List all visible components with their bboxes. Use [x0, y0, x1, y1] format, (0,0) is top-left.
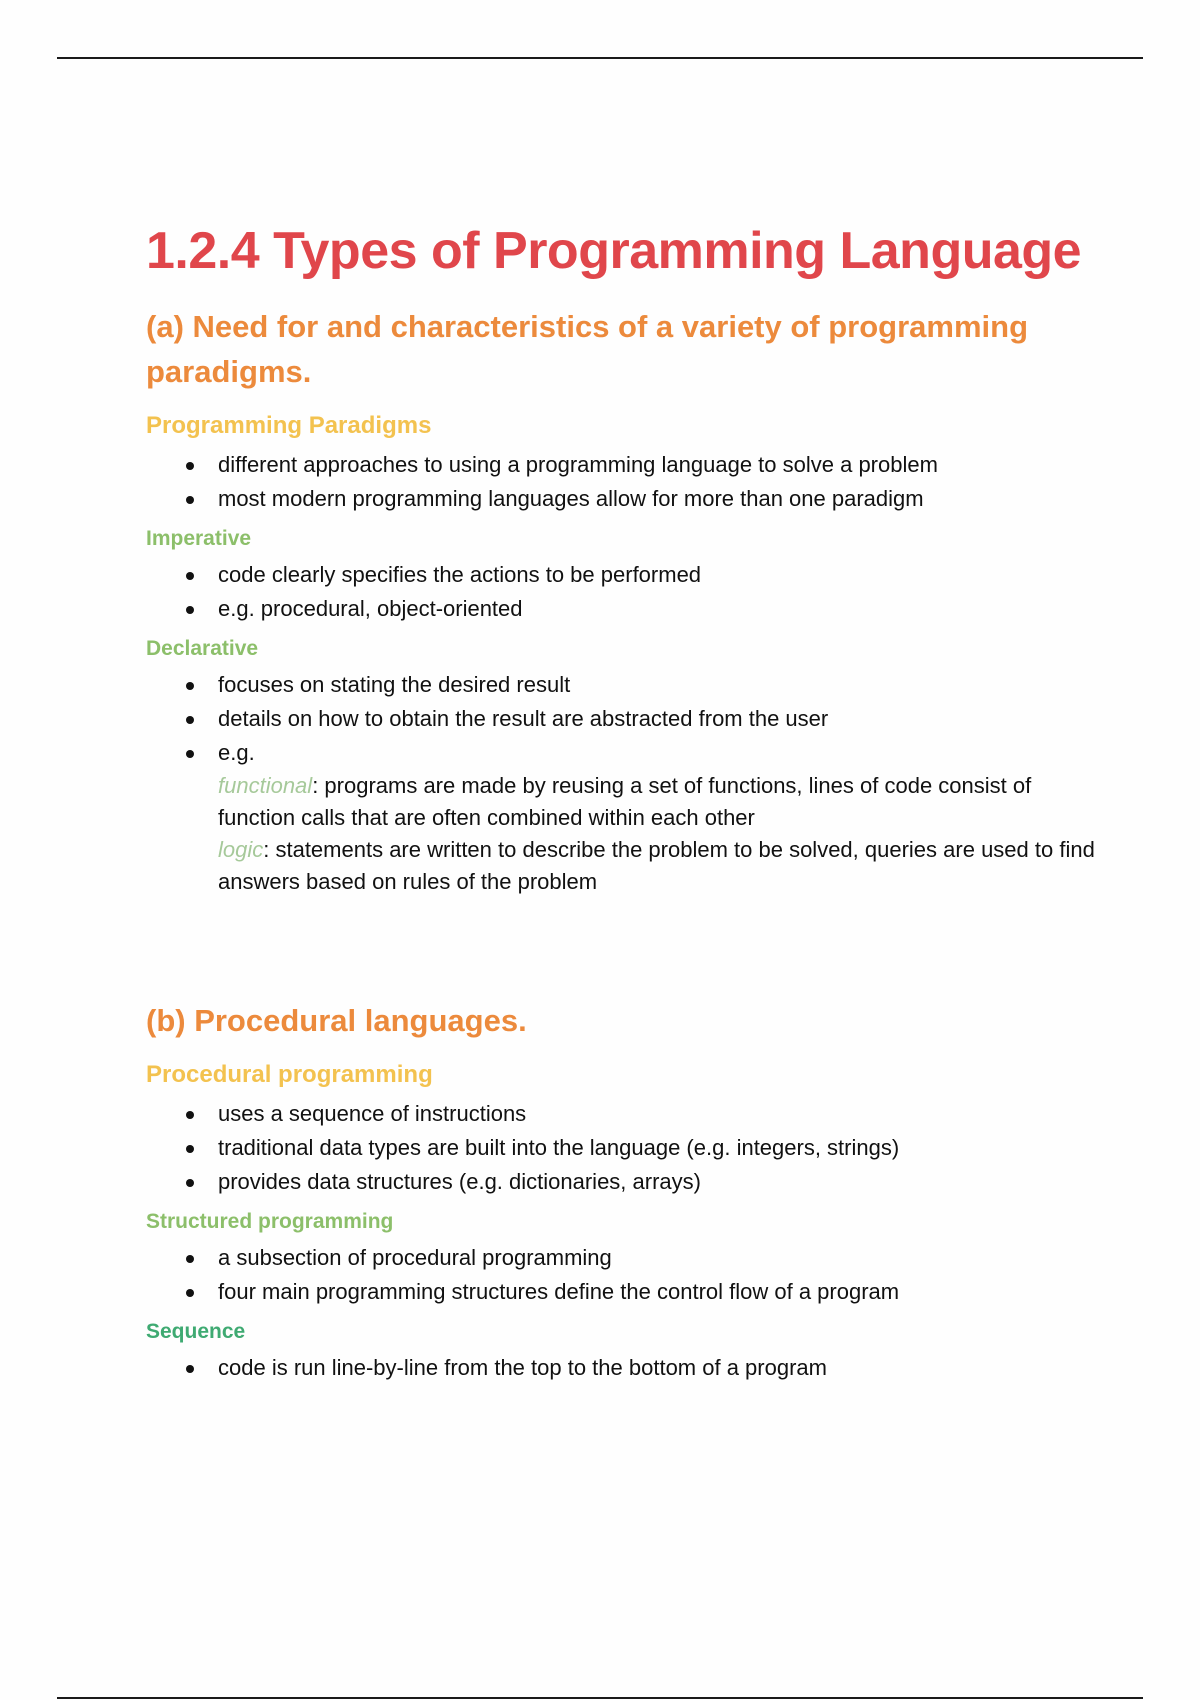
- sequence-list: [146, 1351, 1106, 1385]
- list-item: e.g. procedural, object-oriented: [146, 592, 1106, 626]
- procedural-heading: Procedural programming: [146, 1061, 433, 1089]
- sequence-heading: Sequence: [146, 1320, 246, 1344]
- functional-term: functional: [218, 773, 313, 799]
- list-item: code is run line-by-line from the top to the bottom of a program: [146, 1351, 1106, 1385]
- section-a-heading: (a) Need for and characteristics of a variety of programming paradigms.: [146, 309, 1029, 390]
- paradigms-list: [146, 448, 1106, 516]
- list-item: focuses on stating the desired result: [146, 668, 1106, 702]
- logic-example: [218, 834, 1106, 898]
- paradigms-heading: Programming Paradigms: [146, 412, 432, 440]
- imperative-heading: Imperative: [146, 527, 252, 551]
- section-spacer: [146, 898, 1106, 976]
- list-item: uses a sequence of instructions: [146, 1097, 1106, 1131]
- functional-example: [218, 770, 1106, 834]
- list-item: different approaches to using a programming language to solve a problem: [146, 448, 1106, 482]
- section-b-heading: (b) Procedural languages.: [146, 1003, 527, 1039]
- procedural-list: [146, 1097, 1106, 1199]
- structured-list: [146, 1241, 1106, 1309]
- logic-text: : statements are written to describe the problem to be solved, queries are used to find answers based on rules of the problem: [218, 837, 1095, 895]
- list-item: four main programming structures define the control flow of a program: [146, 1275, 1106, 1309]
- list-item: traditional data types are built into the language (e.g. integers, strings): [146, 1131, 1106, 1165]
- list-item: provides data structures (e.g. dictionaries, arrays): [146, 1165, 1106, 1199]
- functional-text: : programs are made by reusing a set of functions, lines of code consist of function calls that are often combined within each other: [218, 773, 1032, 831]
- page-title: 1.2.4 Types of Programming Language: [146, 222, 1082, 280]
- declarative-list: [146, 668, 1106, 898]
- document-page: [146, 220, 1106, 1385]
- imperative-list: [146, 558, 1106, 626]
- list-item: details on how to obtain the result are abstracted from the user: [146, 702, 1106, 736]
- list-item: a subsection of procedural programming: [146, 1241, 1106, 1275]
- bottom-rule: [57, 1697, 1143, 1699]
- structured-heading: Structured programming: [146, 1210, 394, 1234]
- declarative-heading: Declarative: [146, 637, 259, 661]
- top-rule: [57, 57, 1143, 59]
- list-item: most modern programming languages allow for more than one paradigm: [146, 482, 1106, 516]
- logic-term: logic: [218, 837, 264, 863]
- eg-label: e.g.: [218, 740, 255, 766]
- list-item-examples: [146, 736, 1106, 898]
- list-item: code clearly specifies the actions to be performed: [146, 558, 1106, 592]
